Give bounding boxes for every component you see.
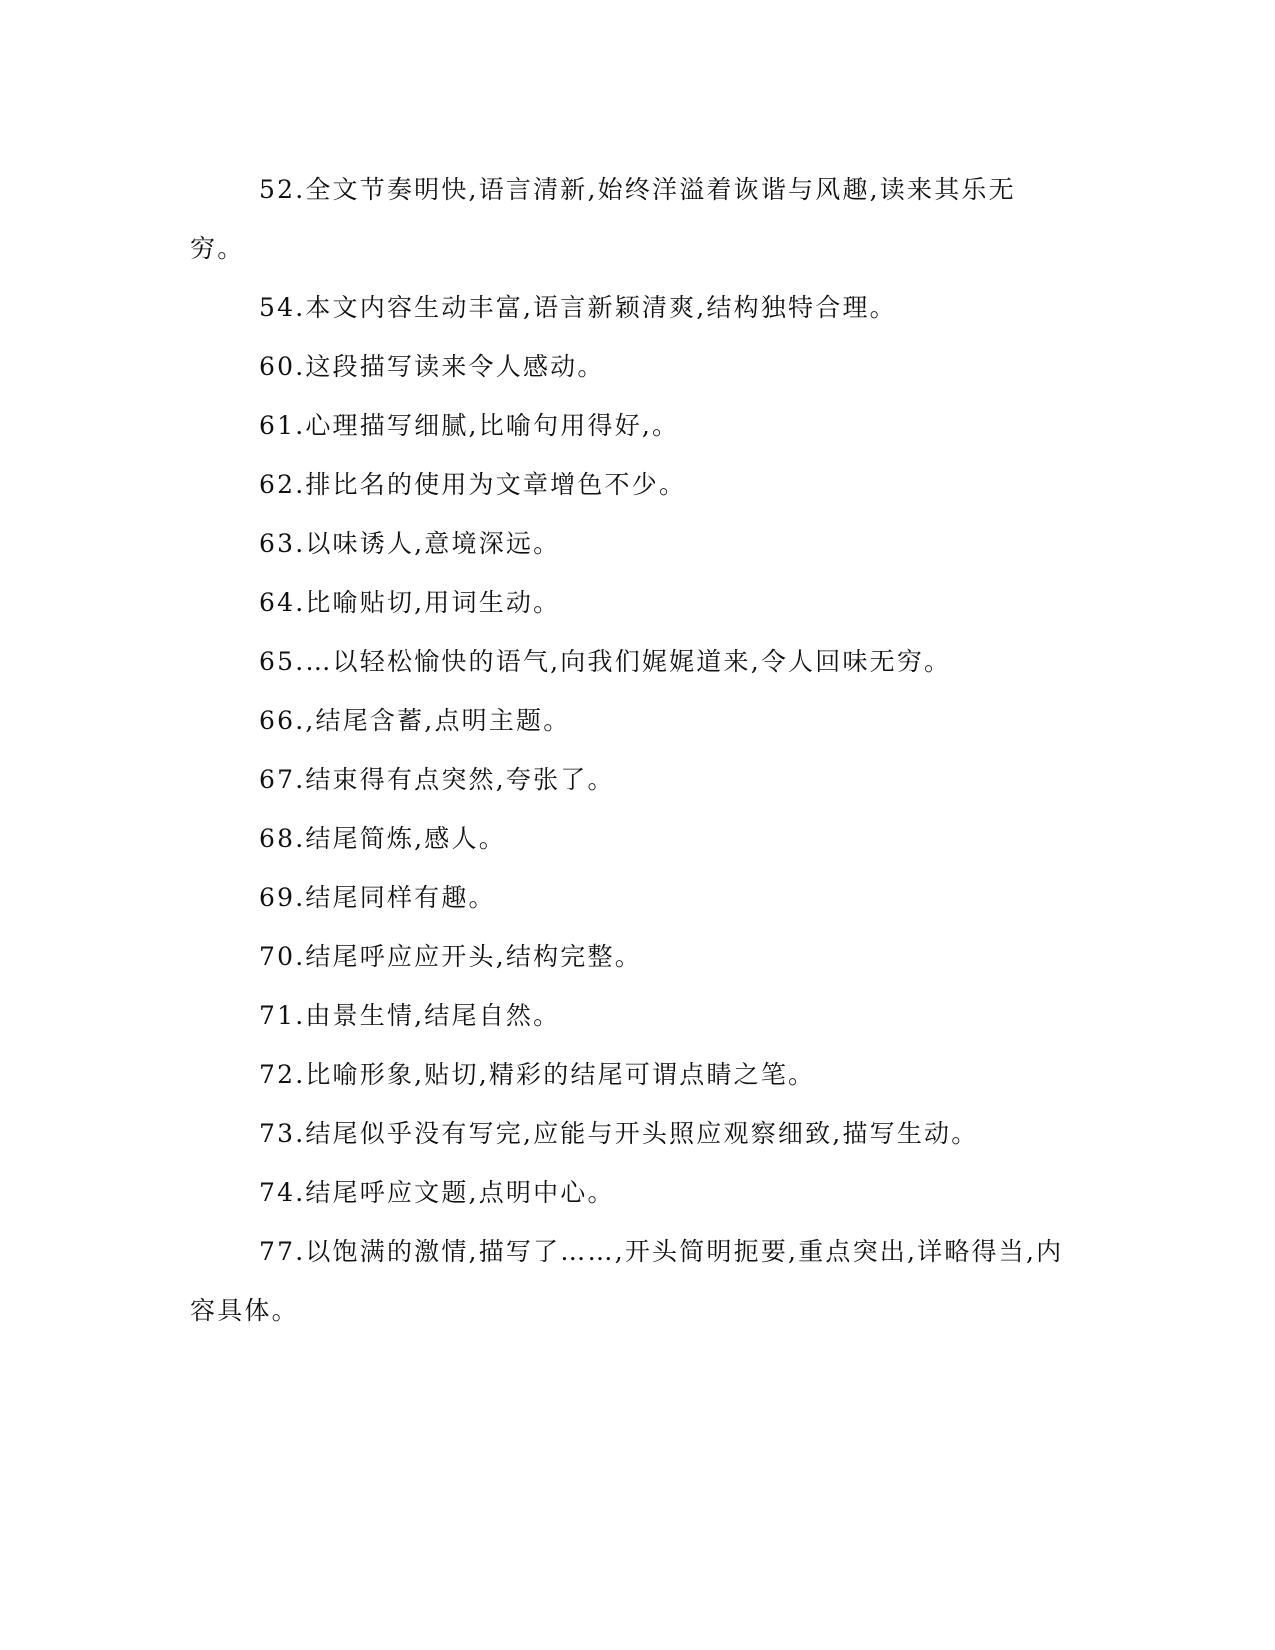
- paragraph-52: 52.全文节奏明快,语言清新,始终洋溢着诙谐与风趣,读来其乐无穷。: [190, 175, 1016, 263]
- document-body: [190, 160, 1070, 1340]
- paragraph-64: 64.比喻贴切,用词生动。: [259, 588, 561, 617]
- paragraph-62: 62.排比名的使用为文章增色不少。: [259, 470, 687, 499]
- paragraph-69: 69.结尾同样有趣。: [259, 883, 496, 912]
- paragraph-77: 77.以饱满的激情,描写了……,开头简明扼要,重点突出,详略得当,内容具体。: [190, 1237, 1064, 1325]
- paragraph-73: 73.结尾似乎没有写完,应能与开头照应观察细致,描写生动。: [259, 1119, 979, 1148]
- paragraph-54: 54.本文内容生动丰富,语言新颖清爽,结构独特合理。: [259, 293, 897, 322]
- paragraph-63: 63.以味诱人,意境深远。: [259, 529, 561, 558]
- paragraph-60: 60.这段描写读来令人感动。: [259, 352, 605, 381]
- paragraph-61: 61.心理描写细腻,比喻句用得好,。: [259, 411, 680, 440]
- paragraph-74: 74.结尾呼应文题,点明中心。: [259, 1178, 615, 1207]
- paragraph-66: 66.,结尾含蓄,点明主题。: [259, 706, 571, 735]
- paragraph-67: 67.结束得有点突然,夸张了。: [259, 765, 615, 794]
- paragraph-68: 68.结尾简炼,感人。: [259, 824, 506, 853]
- paragraph-71: 71.由景生情,结尾自然。: [259, 1001, 561, 1030]
- paragraph-65: 65.…以轻松愉快的语气,向我们娓娓道来,令人回味无穷。: [259, 647, 952, 676]
- paragraph-70: 70.结尾呼应应开头,结构完整。: [259, 942, 642, 971]
- paragraph-72: 72.比喻形象,贴切,精彩的结尾可谓点睛之笔。: [259, 1060, 816, 1089]
